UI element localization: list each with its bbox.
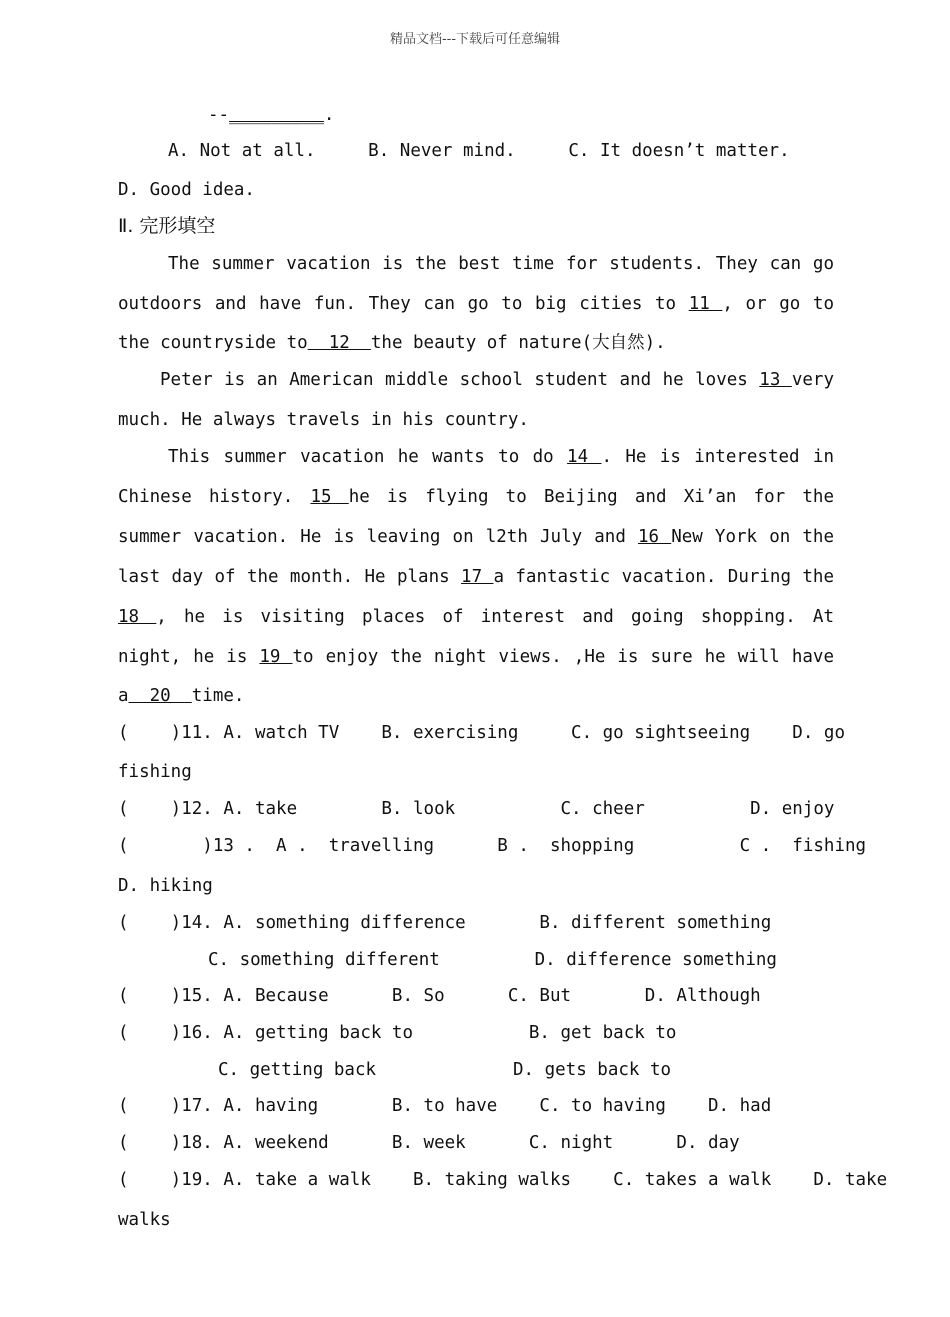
- question-13: ( )13 . A . travelling B . shopping C . fishing: [118, 836, 867, 856]
- question-18: ( )18. A. weekend B. week C. night D. day: [118, 1133, 740, 1153]
- blank-13: 13: [759, 370, 792, 390]
- question-11-cont: fishing: [118, 762, 192, 782]
- prev-question-line: [208, 104, 334, 126]
- question-16: ( )16. A. getting back to B. get back to: [118, 1023, 677, 1043]
- blank-18: 18: [118, 607, 157, 627]
- passage-line-2: [118, 293, 834, 315]
- question-12: ( )12. A. take B. look C. cheer D. enjoy: [118, 799, 835, 819]
- prev-options-abc: A. Not at all. B. Never mind. C. It doesn’t matter.: [168, 141, 790, 161]
- blank-17: 17: [461, 567, 494, 587]
- blank-11: 11: [688, 294, 723, 314]
- text: a fantastic vacation. During the: [493, 567, 834, 587]
- passage-line-7: [118, 486, 834, 508]
- period: .: [323, 105, 335, 125]
- passage-line-4: [160, 369, 834, 391]
- passage-line-12: [118, 685, 244, 707]
- passage-line-8: [118, 526, 834, 548]
- text: he is flying to Beijing and Xi’an for the: [348, 487, 835, 507]
- text: the beauty of nature(大自然).: [370, 333, 666, 353]
- prev-option-d: D. Good idea.: [118, 180, 255, 200]
- text: last day of the month. He plans: [118, 567, 450, 587]
- question-16-cont: C. getting back D. gets back to: [218, 1060, 672, 1080]
- text: night, he is: [118, 647, 248, 667]
- text: to enjoy the night views. ,He is sure he will have: [292, 647, 834, 667]
- blank-15: 15: [310, 487, 349, 507]
- text: , or go to: [722, 294, 834, 314]
- blank-19: 19: [259, 647, 293, 667]
- passage-line-1: The summer vacation is the best time for students. They can go: [168, 254, 834, 274]
- passage-line-10: [118, 606, 834, 628]
- question-19: ( )19. A. take a walk B. taking walks C. takes a walk D. take: [118, 1170, 888, 1190]
- blank-16: 16: [638, 527, 672, 547]
- answer-blank: _________: [229, 105, 324, 125]
- text: This summer vacation he wants to do: [168, 447, 554, 467]
- question-13-cont: D. hiking: [118, 876, 213, 896]
- text: , he is visiting places of interest and going shopping. At: [156, 607, 834, 627]
- passage-line-9: [118, 566, 834, 588]
- text: summer vacation. He is leaving on l2th July and: [118, 527, 626, 547]
- text: the countryside to: [118, 333, 308, 353]
- passage-line-11: [118, 646, 834, 668]
- text: Chinese history.: [118, 487, 294, 507]
- question-17: ( )17. A. having B. to have C. to having D. had: [118, 1096, 772, 1116]
- text: . He is interested in: [601, 447, 834, 467]
- text: a: [118, 686, 129, 706]
- text: outdoors and have fun. They can go to big cities to: [118, 294, 677, 314]
- question-14: ( )14. A. something difference B. different something: [118, 913, 772, 933]
- question-15: ( )15. A. Because B. So C. But D. Although: [118, 986, 761, 1006]
- page-header: 精品文档---下载后可任意编辑: [389, 32, 561, 47]
- question-14-cont: C. something different D. difference something: [208, 950, 777, 970]
- text: time.: [191, 686, 245, 706]
- text: very: [791, 370, 834, 390]
- dash: --: [208, 105, 230, 125]
- passage-line-3: [118, 332, 666, 354]
- passage-line-5: much. He always travels in his country.: [118, 410, 529, 430]
- question-19-cont: walks: [118, 1210, 171, 1230]
- question-11: ( )11. A. watch TV B. exercising C. go sightseeing D. go: [118, 723, 845, 743]
- blank-20: 20: [128, 686, 192, 706]
- blank-12: 12: [307, 333, 371, 353]
- passage-line-6: [168, 446, 834, 468]
- section-title: Ⅱ. 完形填空: [118, 215, 216, 237]
- text: New York on the: [671, 527, 834, 547]
- blank-14: 14: [567, 447, 602, 467]
- text: Peter is an American middle school student and he loves: [160, 370, 748, 390]
